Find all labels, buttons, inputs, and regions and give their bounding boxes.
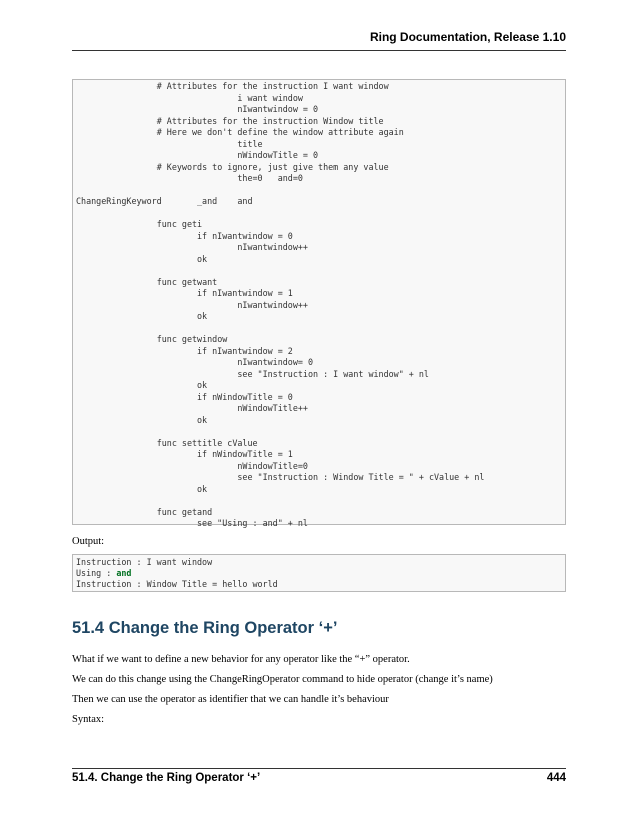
code-line: ok bbox=[76, 414, 208, 425]
paragraph: What if we want to define a new behavior for any operator like the “+” operator. bbox=[72, 654, 410, 665]
code-line: ok bbox=[76, 380, 208, 390]
output-line: Instruction : I want window bbox=[76, 557, 213, 567]
code-line: nWindowTitle++ bbox=[76, 403, 308, 413]
footer-divider bbox=[72, 768, 566, 769]
code-line: if nIwantwindow = 0 bbox=[76, 230, 293, 241]
code-line: the=0 and=0 bbox=[76, 173, 303, 183]
code-line: see "Instruction : I want window" + nl bbox=[76, 368, 429, 379]
code-line: func geti bbox=[76, 219, 203, 229]
code-line: nIwantwindow = 0 bbox=[76, 104, 319, 114]
code-line: nIwantwindow= 0 bbox=[76, 357, 313, 367]
code-line: ok bbox=[76, 253, 208, 264]
section-heading: 51.4 Change the Ring Operator ‘+’ bbox=[72, 619, 338, 637]
code-line: func getwant bbox=[76, 276, 218, 287]
code-line: if nIwantwindow = 1 bbox=[76, 288, 293, 298]
code-line: nIwantwindow++ bbox=[76, 299, 308, 310]
code-line: nWindowTitle=0 bbox=[76, 460, 308, 471]
output-block bbox=[72, 554, 566, 592]
code-line: # Attributes for the instruction Window title bbox=[76, 115, 384, 126]
code-block bbox=[72, 79, 566, 528]
footer-section: 51.4. Change the Ring Operator ‘+’ bbox=[72, 772, 261, 784]
code-line: nWindowTitle = 0 bbox=[76, 150, 319, 160]
running-header: Ring Documentation, Release 1.10 bbox=[369, 30, 566, 44]
code-line: func getand bbox=[76, 506, 213, 517]
code-line: if nWindowTitle = 1 bbox=[76, 449, 293, 459]
code-line: see "Instruction : Window Title = " + cValue + nl bbox=[76, 472, 485, 482]
output-line bbox=[76, 568, 131, 579]
code-line: nIwantwindow++ bbox=[76, 242, 308, 252]
output-line: Instruction : Window Title = hello world bbox=[76, 579, 278, 589]
code-line: title bbox=[76, 138, 263, 149]
page-number: 444 bbox=[546, 772, 566, 784]
output-label: Output: bbox=[72, 536, 105, 547]
code-line: if nIwantwindow = 2 bbox=[76, 345, 293, 356]
output-text: Using : bbox=[76, 568, 117, 578]
code-line: func getwindow bbox=[76, 334, 228, 344]
paragraph: Then we can use the operator as identifier that we can handle it’s behaviour bbox=[72, 694, 389, 705]
paragraph: We can do this change using the ChangeRingOperator command to hide operator (change it’s name) bbox=[72, 674, 493, 685]
code-line: func settitle cValue bbox=[76, 437, 258, 448]
paragraph: Syntax: bbox=[72, 714, 105, 725]
code-line: # Here we don't define the window attribute again bbox=[76, 127, 404, 137]
code-line: if nWindowTitle = 0 bbox=[76, 391, 293, 402]
code-line: see "Using : and" + nl bbox=[76, 518, 308, 528]
output-keyword: and bbox=[116, 568, 132, 578]
code-line: # Attributes for the instruction I want window bbox=[76, 81, 389, 91]
header-divider bbox=[72, 50, 566, 51]
code-line: # Keywords to ignore, just give them any value bbox=[76, 161, 389, 172]
code-line: ok bbox=[76, 311, 208, 321]
code-line: i want window bbox=[76, 92, 303, 103]
code-line: ok bbox=[76, 483, 208, 494]
code-line: ChangeRingKeyword _and and bbox=[76, 196, 253, 206]
